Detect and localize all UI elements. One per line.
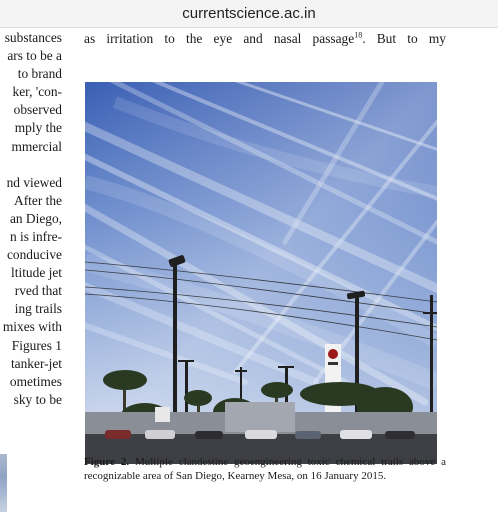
body-text-tail: . But to my (362, 31, 446, 46)
left-line: ars to be a (7, 48, 62, 64)
figure-photo (85, 82, 437, 464)
figure-label: Figure 2. (84, 456, 130, 468)
left-line: substances (4, 30, 62, 45)
browser-url-bar[interactable] (0, 0, 498, 28)
article-page (0, 27, 498, 512)
adjacent-figure-edge (0, 454, 7, 512)
right-column-first-line (84, 30, 446, 48)
url-text: currentscience.ac.in (182, 5, 316, 22)
body-text: as irritation to the eye and nasal passage (84, 31, 355, 46)
left-line: rved that (14, 283, 62, 299)
left-line: nd viewed (6, 174, 62, 190)
left-line: an Diego, (9, 210, 62, 226)
left-line: ometimes (9, 373, 62, 389)
left-line: mixes with (2, 319, 62, 335)
figure-caption (84, 455, 446, 483)
left-line: mply the (14, 120, 62, 136)
left-line: ltitude jet (11, 265, 62, 281)
left-line: Figures 1 (11, 337, 62, 353)
left-line: ker, 'con- (12, 84, 62, 100)
left-line: to brand (17, 66, 62, 82)
left-line: n is infre- (9, 228, 62, 244)
left-line: After the (14, 192, 62, 208)
left-line: ing trails (14, 301, 62, 317)
paragraph-gap (0, 156, 62, 174)
left-line: observed (13, 102, 62, 118)
left-line: mmercial (11, 138, 62, 154)
reference-superscript[interactable]: 18 (354, 30, 363, 40)
left-line: tanker-jet (10, 355, 62, 371)
left-column-text (0, 29, 62, 409)
left-line: conducive (6, 247, 62, 263)
left-line: sky to be (13, 391, 62, 407)
figure-caption-text: Multiple clandestine geoengineering toxic chemical trails above a recognizable area of San Diego, Kearney Mesa, on 16 January 2015. (84, 456, 446, 482)
